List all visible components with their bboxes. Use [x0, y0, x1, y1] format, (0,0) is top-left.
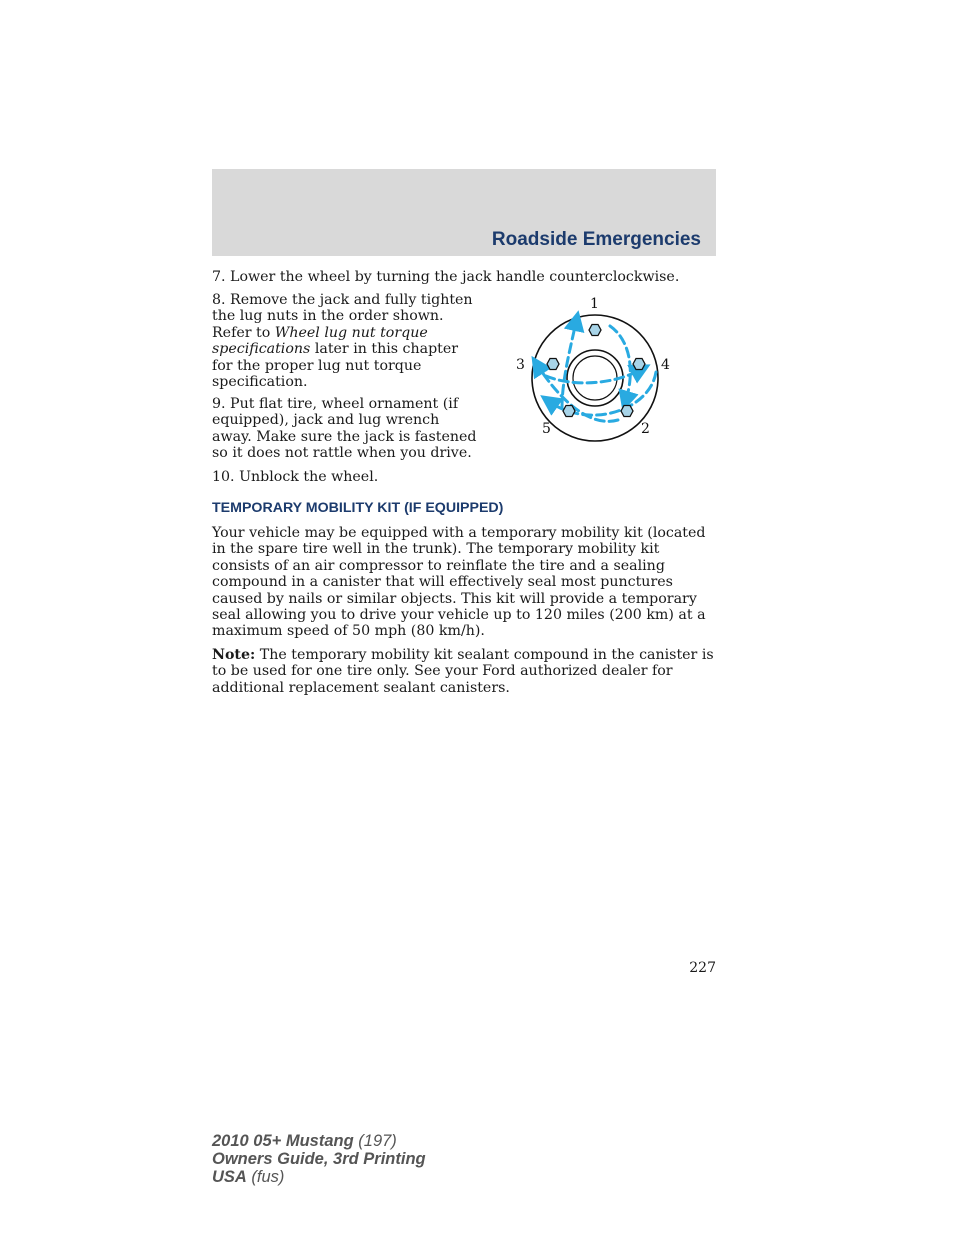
page-number: 227	[689, 960, 716, 976]
lug-nut-3	[547, 359, 559, 370]
note-text: The temporary mobility kit sealant compound in the canister is to be used for one tire only. See your Ford authorized dealer for additional replacement sealant canisters.	[212, 647, 714, 696]
note-label: Note:	[212, 647, 256, 663]
sequence-arrow-5-to-1	[562, 322, 576, 408]
step-10	[212, 469, 477, 485]
step-10-text: 10. Unblock the wheel.	[212, 469, 379, 485]
footer-region: USA	[212, 1168, 247, 1186]
step-7	[212, 269, 722, 285]
footer-line-1	[212, 1132, 426, 1150]
sequence-label-3: 3	[516, 357, 525, 373]
sequence-arrow-3-to-4	[546, 370, 640, 383]
document-footer	[212, 1132, 426, 1186]
mobility-kit-paragraph: Your vehicle may be equipped with a temporary mobility kit (located in the spare tire well in the trunk). The temporary mobility kit consists of an air compressor to reinflate the tire and a sealing compound in a canister that will effectively seal most punctures caused by nails or similar objects. This kit will provide a temporary seal allowing you to drive your vehicle up to 120 miles (200 km) at a maximum speed of 50 mph (80 km/h).	[212, 525, 706, 640]
section-title: Roadside Emergencies	[491, 229, 701, 250]
lug-nut-4	[633, 359, 645, 370]
step-7-text: 7. Lower the wheel by turning the jack handle counterclockwise.	[212, 269, 680, 285]
step-8-part-b: later in this chapter for the proper lug nut torque specification.	[212, 341, 459, 391]
step-9-text: 9. Put flat tire, wheel ornament (if equipped), jack and lug wrench away. Make sure the jack is fastened so it does not rattle when you drive.	[212, 396, 477, 462]
footer-line-2: Owners Guide, 3rd Printing	[212, 1150, 426, 1168]
footer-line-3	[212, 1168, 426, 1186]
lug-nut-5	[563, 406, 575, 417]
mobility-kit-heading: TEMPORARY MOBILITY KIT (IF EQUIPPED)	[212, 500, 504, 516]
step-9	[212, 396, 477, 462]
lug-nut-sequence-diagram	[510, 290, 690, 450]
footer-model-code: (197)	[353, 1132, 397, 1150]
step-8-reference: Wheel lug nut torque specifications	[212, 324, 428, 358]
sequence-label-1: 1	[590, 296, 599, 312]
sequence-label-2: 2	[641, 421, 650, 437]
footer-model: 2010 05+ Mustang	[212, 1132, 354, 1150]
lug-nut-1	[589, 325, 601, 336]
sequence-label-4: 4	[661, 357, 670, 373]
step-8-part-a: 8. Remove the jack and fully tighten the lug nuts in the order shown. Refer to	[212, 292, 473, 341]
mobility-kit-note	[212, 647, 717, 696]
step-8-text	[212, 292, 477, 390]
step-8	[212, 292, 477, 390]
mobility-kit-description	[212, 525, 717, 640]
sequence-label-5: 5	[542, 421, 551, 437]
lug-nut-2	[621, 406, 633, 417]
section-header-band	[212, 169, 716, 256]
wheel-hub-inner	[573, 356, 617, 400]
footer-region-code: (fus)	[246, 1168, 285, 1186]
note-paragraph	[212, 647, 717, 696]
